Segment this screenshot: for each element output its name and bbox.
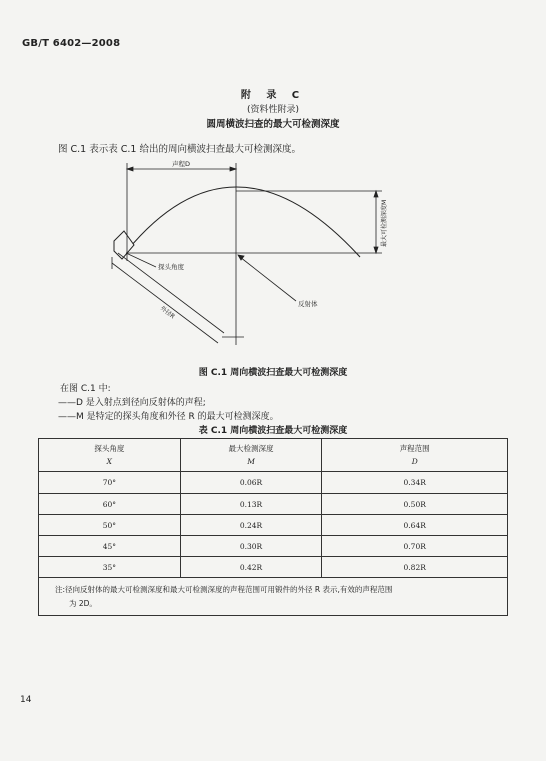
cell-angle: 50° bbox=[39, 515, 181, 536]
cell-range: 0.64R bbox=[322, 515, 508, 536]
depth-table bbox=[38, 438, 508, 616]
intro-paragraph: 图 C.1 表示表 C.1 给出的周向横波扫查最大可检测深度。 bbox=[58, 144, 301, 155]
cell-range: 0.50R bbox=[322, 494, 508, 515]
table-note bbox=[39, 578, 508, 616]
label-angle: 探头角度 bbox=[158, 263, 184, 271]
header-angle-symbol: X bbox=[106, 457, 113, 466]
cell-angle: 70° bbox=[39, 472, 181, 494]
probe-shape bbox=[114, 231, 134, 259]
cell-angle: 60° bbox=[39, 494, 181, 515]
table-row bbox=[39, 472, 508, 494]
cell-depth: 0.24R bbox=[180, 515, 322, 536]
circumference-arc bbox=[122, 187, 360, 257]
cell-range: 0.34R bbox=[322, 472, 508, 494]
notes-intro: 在图 C.1 中: bbox=[60, 384, 111, 394]
note-line-d: ——D 是入射点到径向反射体的声程; bbox=[58, 398, 206, 408]
note-line-m: ——M 是特定的探头角度和外径 R 的最大可检测深度。 bbox=[58, 412, 279, 422]
label-d: 声程D bbox=[172, 160, 191, 168]
table-note-line-1: 注:径向反射体的最大可检测深度和最大可检测深度的声程范围可用锻件的外径 R 表示,有效的声程范围 bbox=[55, 585, 393, 594]
header-angle bbox=[39, 439, 181, 472]
appendix-type: (资料性附录) bbox=[246, 105, 300, 115]
table-header-row bbox=[39, 439, 508, 472]
cell-depth: 0.06R bbox=[180, 472, 322, 494]
cell-depth: 0.13R bbox=[180, 494, 322, 515]
reflector-leader bbox=[240, 257, 296, 301]
table-note-row bbox=[39, 578, 508, 616]
appendix-heading: 圆周横波扫查的最大可检测深度 bbox=[206, 119, 340, 130]
page-number: 14 bbox=[20, 695, 32, 705]
header-range-name: 声程范围 bbox=[399, 444, 430, 453]
table-note-line-2: 为 2D。 bbox=[69, 599, 97, 608]
angle-leader bbox=[126, 253, 156, 267]
label-r: 外径R bbox=[158, 305, 176, 321]
header-depth-name: 最大检测深度 bbox=[228, 444, 274, 453]
figure-caption: 图 C.1 周向横波扫查最大可检测深度 bbox=[198, 368, 348, 378]
standard-number: GB/T 6402—2008 bbox=[22, 38, 121, 49]
cell-range: 0.70R bbox=[322, 536, 508, 557]
cell-angle: 35° bbox=[39, 557, 181, 578]
cell-range: 0.82R bbox=[322, 557, 508, 578]
table-row bbox=[39, 536, 508, 557]
cell-depth: 0.42R bbox=[180, 557, 322, 578]
header-depth bbox=[180, 439, 322, 472]
header-range bbox=[322, 439, 508, 472]
header-depth-symbol: M bbox=[247, 457, 255, 466]
table-row bbox=[39, 494, 508, 515]
table-row bbox=[39, 557, 508, 578]
cell-angle: 45° bbox=[39, 536, 181, 557]
label-reflector: 反射体 bbox=[298, 300, 318, 308]
appendix-title: 附 录 C bbox=[240, 90, 306, 101]
label-m: 最大可检测深度M bbox=[381, 199, 388, 247]
header-angle-name: 探头角度 bbox=[94, 444, 125, 453]
table-row bbox=[39, 515, 508, 536]
figure-c1-diagram bbox=[100, 155, 440, 345]
r-dimension-line bbox=[112, 263, 218, 343]
header-range-symbol: D bbox=[411, 457, 418, 466]
cell-depth: 0.30R bbox=[180, 536, 322, 557]
table-caption: 表 C.1 周向横波扫查最大可检测深度 bbox=[198, 426, 348, 436]
